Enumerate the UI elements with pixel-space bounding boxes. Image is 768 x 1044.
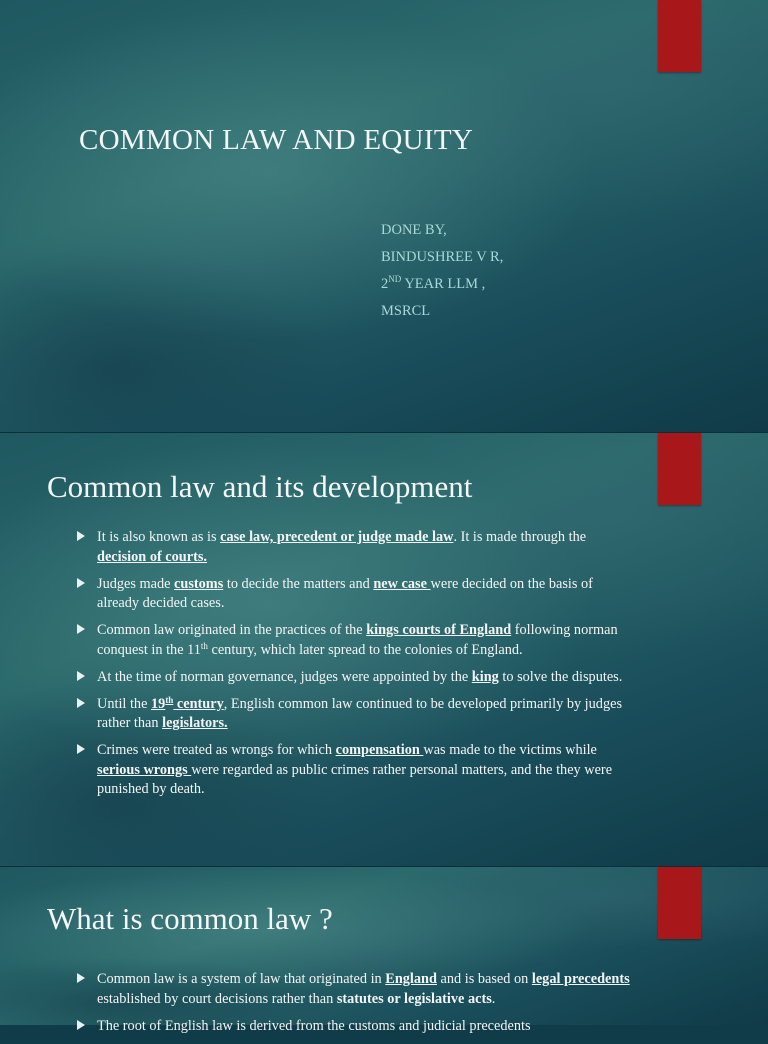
bullet-arrow-icon xyxy=(77,624,85,634)
slide-heading: What is common law ? xyxy=(47,901,333,936)
bullet-item: Until the 19th century, English common law continued to be developed primarily by judges rather than legislators. xyxy=(77,695,637,734)
bullet-item: Common law is a system of law that originated in England and is based on legal precedents established by court decisions rather than statutes or legislative acts. xyxy=(77,970,637,1009)
red-accent-bar xyxy=(658,867,701,939)
author-byline xyxy=(381,217,503,325)
byline-year: 2ND YEAR LLM , xyxy=(381,274,486,292)
definition-slide xyxy=(0,866,768,1034)
slide-heading: Common law and its development xyxy=(47,469,473,504)
byline-done-by: DONE BY, xyxy=(381,222,447,238)
bullet-arrow-icon xyxy=(77,973,85,983)
bullet-arrow-icon xyxy=(77,1020,85,1030)
development-slide xyxy=(0,432,768,866)
bullet-item: The root of English law is derived from the customs and judicial precedents xyxy=(77,1017,637,1037)
bullet-item: Common law originated in the practices of the kings courts of England following norman conquest in the 11th century, which later spread to the colonies of England. xyxy=(77,621,637,660)
bullet-arrow-icon xyxy=(77,671,85,681)
byline-institution: MSRCL xyxy=(381,303,431,319)
bullet-item: It is also known as is case law, precedent or judge made law. It is made through the decision of courts. xyxy=(77,528,637,567)
bullet-list xyxy=(77,970,637,1044)
bullet-arrow-icon xyxy=(77,578,85,588)
page-title: COMMON LAW AND EQUITY xyxy=(79,124,474,156)
bullet-item: At the time of norman governance, judges were appointed by the king to solve the disputes. xyxy=(77,668,637,688)
title-slide xyxy=(0,0,768,432)
red-accent-bar xyxy=(658,433,701,505)
red-accent-bar xyxy=(658,0,701,72)
bullet-arrow-icon xyxy=(77,698,85,708)
bullet-arrow-icon xyxy=(77,531,85,541)
bullet-item: Judges made customs to decide the matters and new case were decided on the basis of already decided cases. xyxy=(77,575,637,614)
byline-author-name: BINDUSHREE V R, xyxy=(381,249,504,265)
bullet-arrow-icon xyxy=(77,744,85,754)
bullet-item: Crimes were treated as wrongs for which compensation was made to the victims while serious wrongs were regarded as public crimes rather personal matters, and the they were punished by death. xyxy=(77,741,637,800)
bullet-list xyxy=(77,528,637,807)
